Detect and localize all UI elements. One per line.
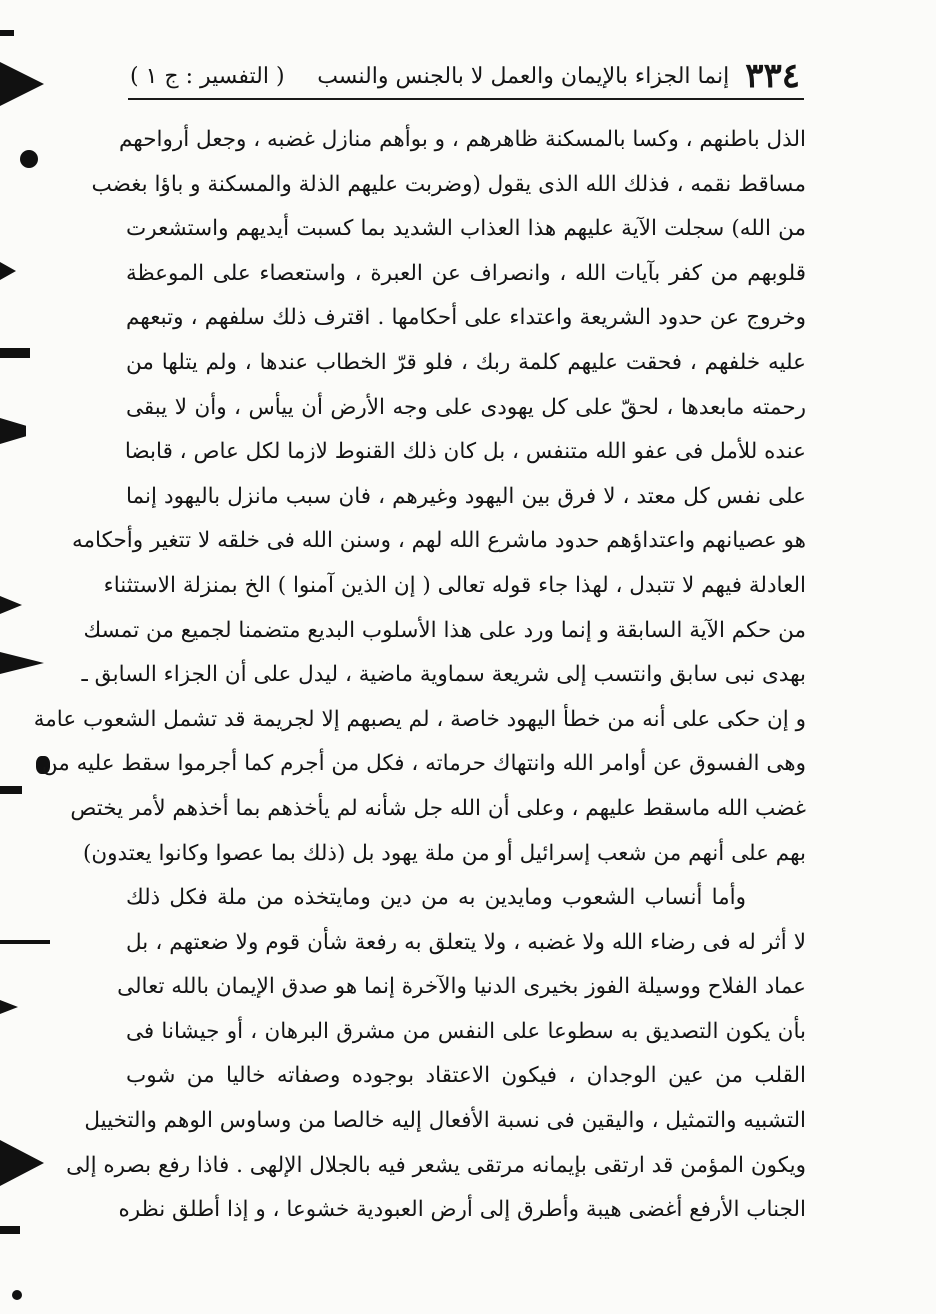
text-line: عنده للأمل فى عفو الله متنفس ، بل كان ذلك القنوط لازما لكل عاص ، قابضا (124, 439, 806, 465)
text-line: غضب الله ماسقط عليهم ، وعلى أن الله جل شأنه لم يأخذهم بما أخذهم لأمر يختص (70, 795, 806, 821)
edge-mark (0, 418, 26, 444)
page-number: ٣٣٤ (745, 56, 800, 96)
running-header (130, 56, 800, 96)
text-line: هو عصيانهم واعتداؤهم حدود ماشرع الله لهم ، وسنن الله فى خلقه لا تتغير وأحكامه (72, 528, 806, 554)
text-line: الذل باطنهم ، وكسا بالمسكنة ظاهرهم ، و بوأهم منازل غضبه ، وجعل أرواحهم (119, 127, 806, 152)
edge-mark (20, 150, 38, 168)
edge-mark (0, 30, 14, 36)
edge-mark (0, 652, 44, 674)
edge-mark (12, 1290, 22, 1300)
edge-mark (0, 596, 22, 614)
text-line: من حكم الآية السابقة و إنما ورد على هذا الأسلوب البديع متضمنا لجميع من تمسك (83, 617, 806, 643)
text-line: قلوبهم من كفر بآيات الله ، وانصراف عن العبرة ، واستعصاء على الموعظة (126, 260, 806, 286)
text-line: لا أثر له فى رضاء الله ولا غضبه ، ولا يتعلق به رفعة شأن قوم ولا ضعتهم ، بل (126, 929, 806, 955)
text-line: ويكون المؤمن قد ارتقى بإيمانه مرتقى يشعر فيه بالجلال الإلهى . فاذا رفع بصره إلى (66, 1152, 806, 1178)
edge-mark (0, 1000, 18, 1014)
text-line: القلب من عين الوجدان ، فيكون الاعتقاد بوجوده وصفاته خاليا من شوب (126, 1063, 806, 1089)
text-line: عماد الفلاح ووسيلة الفوز بخيرى الدنيا والآخرة إنما هو صدق الإيمان بالله تعالى (117, 974, 806, 1000)
text-line: وأما أنساب الشعوب ومايدين به من دين ومايتخذه من ملة فكل ذلك (126, 885, 746, 911)
text-line: بأن يكون التصديق به سطوعا على النفس من مشرق البرهان ، أو جيشانا فى (126, 1018, 806, 1044)
text-line: بهدى نبى سابق وانتسب إلى شريعة سماوية ماضية ، ليدل على أن الجزاء السابق ـ (81, 662, 806, 688)
edge-mark (0, 1140, 44, 1186)
text-line: من الله) سجلت الآية عليهم هذا العذاب الشديد بما كسبت أيديهم واستشعرت (126, 216, 806, 242)
text-line: التشبيه والتمثيل ، واليقين فى نسبة الأفعال إليه خالصا من وساوس الوهم والتخييل (84, 1108, 806, 1134)
text-line: عليه خلفهم ، فحقت عليهم كلمة ربك ، فلو قرّ الخطاب عندها ، ولم يتلها من (126, 349, 806, 375)
text-line: رحمته مابعدها ، لحقّ على كل يهودى على وجه الأرض أن ييأس ، وأن لا يبقى (126, 394, 806, 420)
running-title: إنما الجزاء بالإيمان والعمل لا بالجنس والنسب (317, 63, 730, 89)
edge-mark (0, 62, 44, 106)
text-line: و إن حكى على أنه من خطأ اليهود خاصة ، لم يصبهم إلا لجريمة قد تشمل الشعوب عامة (33, 706, 806, 732)
body-text (33, 118, 806, 1233)
edge-mark (0, 940, 50, 944)
edge-mark (0, 786, 22, 794)
text-line: وهى الفسوق عن أوامر الله وانتهاك حرماته ، فكل من أجرم كما أجرموا سقط عليه من (41, 751, 806, 777)
edge-mark (0, 262, 16, 280)
edge-mark (0, 1226, 20, 1234)
text-line: بهم على أنهم من شعب إسرائيل أو من ملة يهود بل (ذلك بما عصوا وكانوا يعتدون) (82, 840, 806, 866)
book-reference: ( التفسير : ج ١ ) (130, 63, 285, 89)
text-line: مساقط نقمه ، فذلك الله الذى يقول (وضربت عليهم الذلة والمسكنة و باؤا بغضب (91, 171, 806, 197)
header-rule (128, 98, 804, 100)
edge-mark (0, 348, 30, 358)
text-line: وخروج عن حدود الشريعة واعتداء على أحكامها . اقترف ذلك سلفهم ، وتبعهم (126, 305, 806, 331)
text-line: الجناب الأرفع أغضى هيبة وأطرق إلى أرض العبودية خشوعا ، و إذا أطلق نظره (118, 1197, 806, 1223)
text-line: على نفس كل معتد ، لا فرق بين اليهود وغيرهم ، فان سبب مانزل باليهود إنما (126, 483, 806, 509)
text-line: العادلة فيهم لا تتبدل ، لهذا جاء قوله تعالى ( إن الذين آمنوا ) الخ بمنزلة الاستثناء (103, 572, 806, 598)
